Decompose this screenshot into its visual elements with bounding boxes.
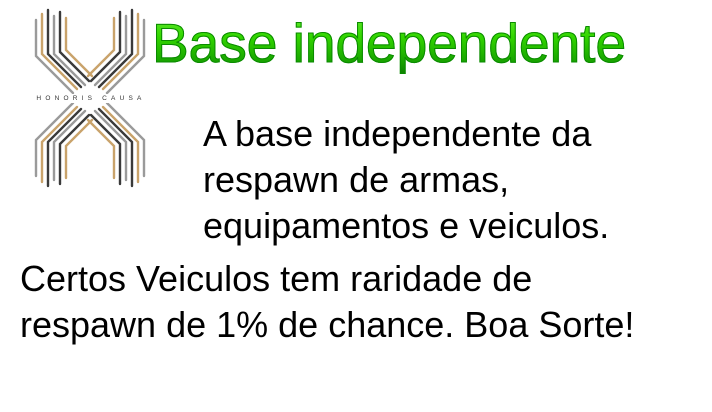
description-text (203, 111, 708, 249)
description-line-3: equipamentos e veiculos. (203, 205, 610, 246)
page-title: Base independente (152, 12, 627, 74)
description-line-1: A base independente da (203, 113, 592, 154)
logo-text: HONORIS CAUSA (2, 94, 180, 103)
note-text (20, 256, 710, 348)
description-line-2: respawn de armas, (203, 159, 510, 200)
note-line-2: respawn de 1% de chance. Boa Sorte! (20, 304, 635, 345)
note-line-1: Certos Veiculos tem raridade de (20, 258, 533, 299)
